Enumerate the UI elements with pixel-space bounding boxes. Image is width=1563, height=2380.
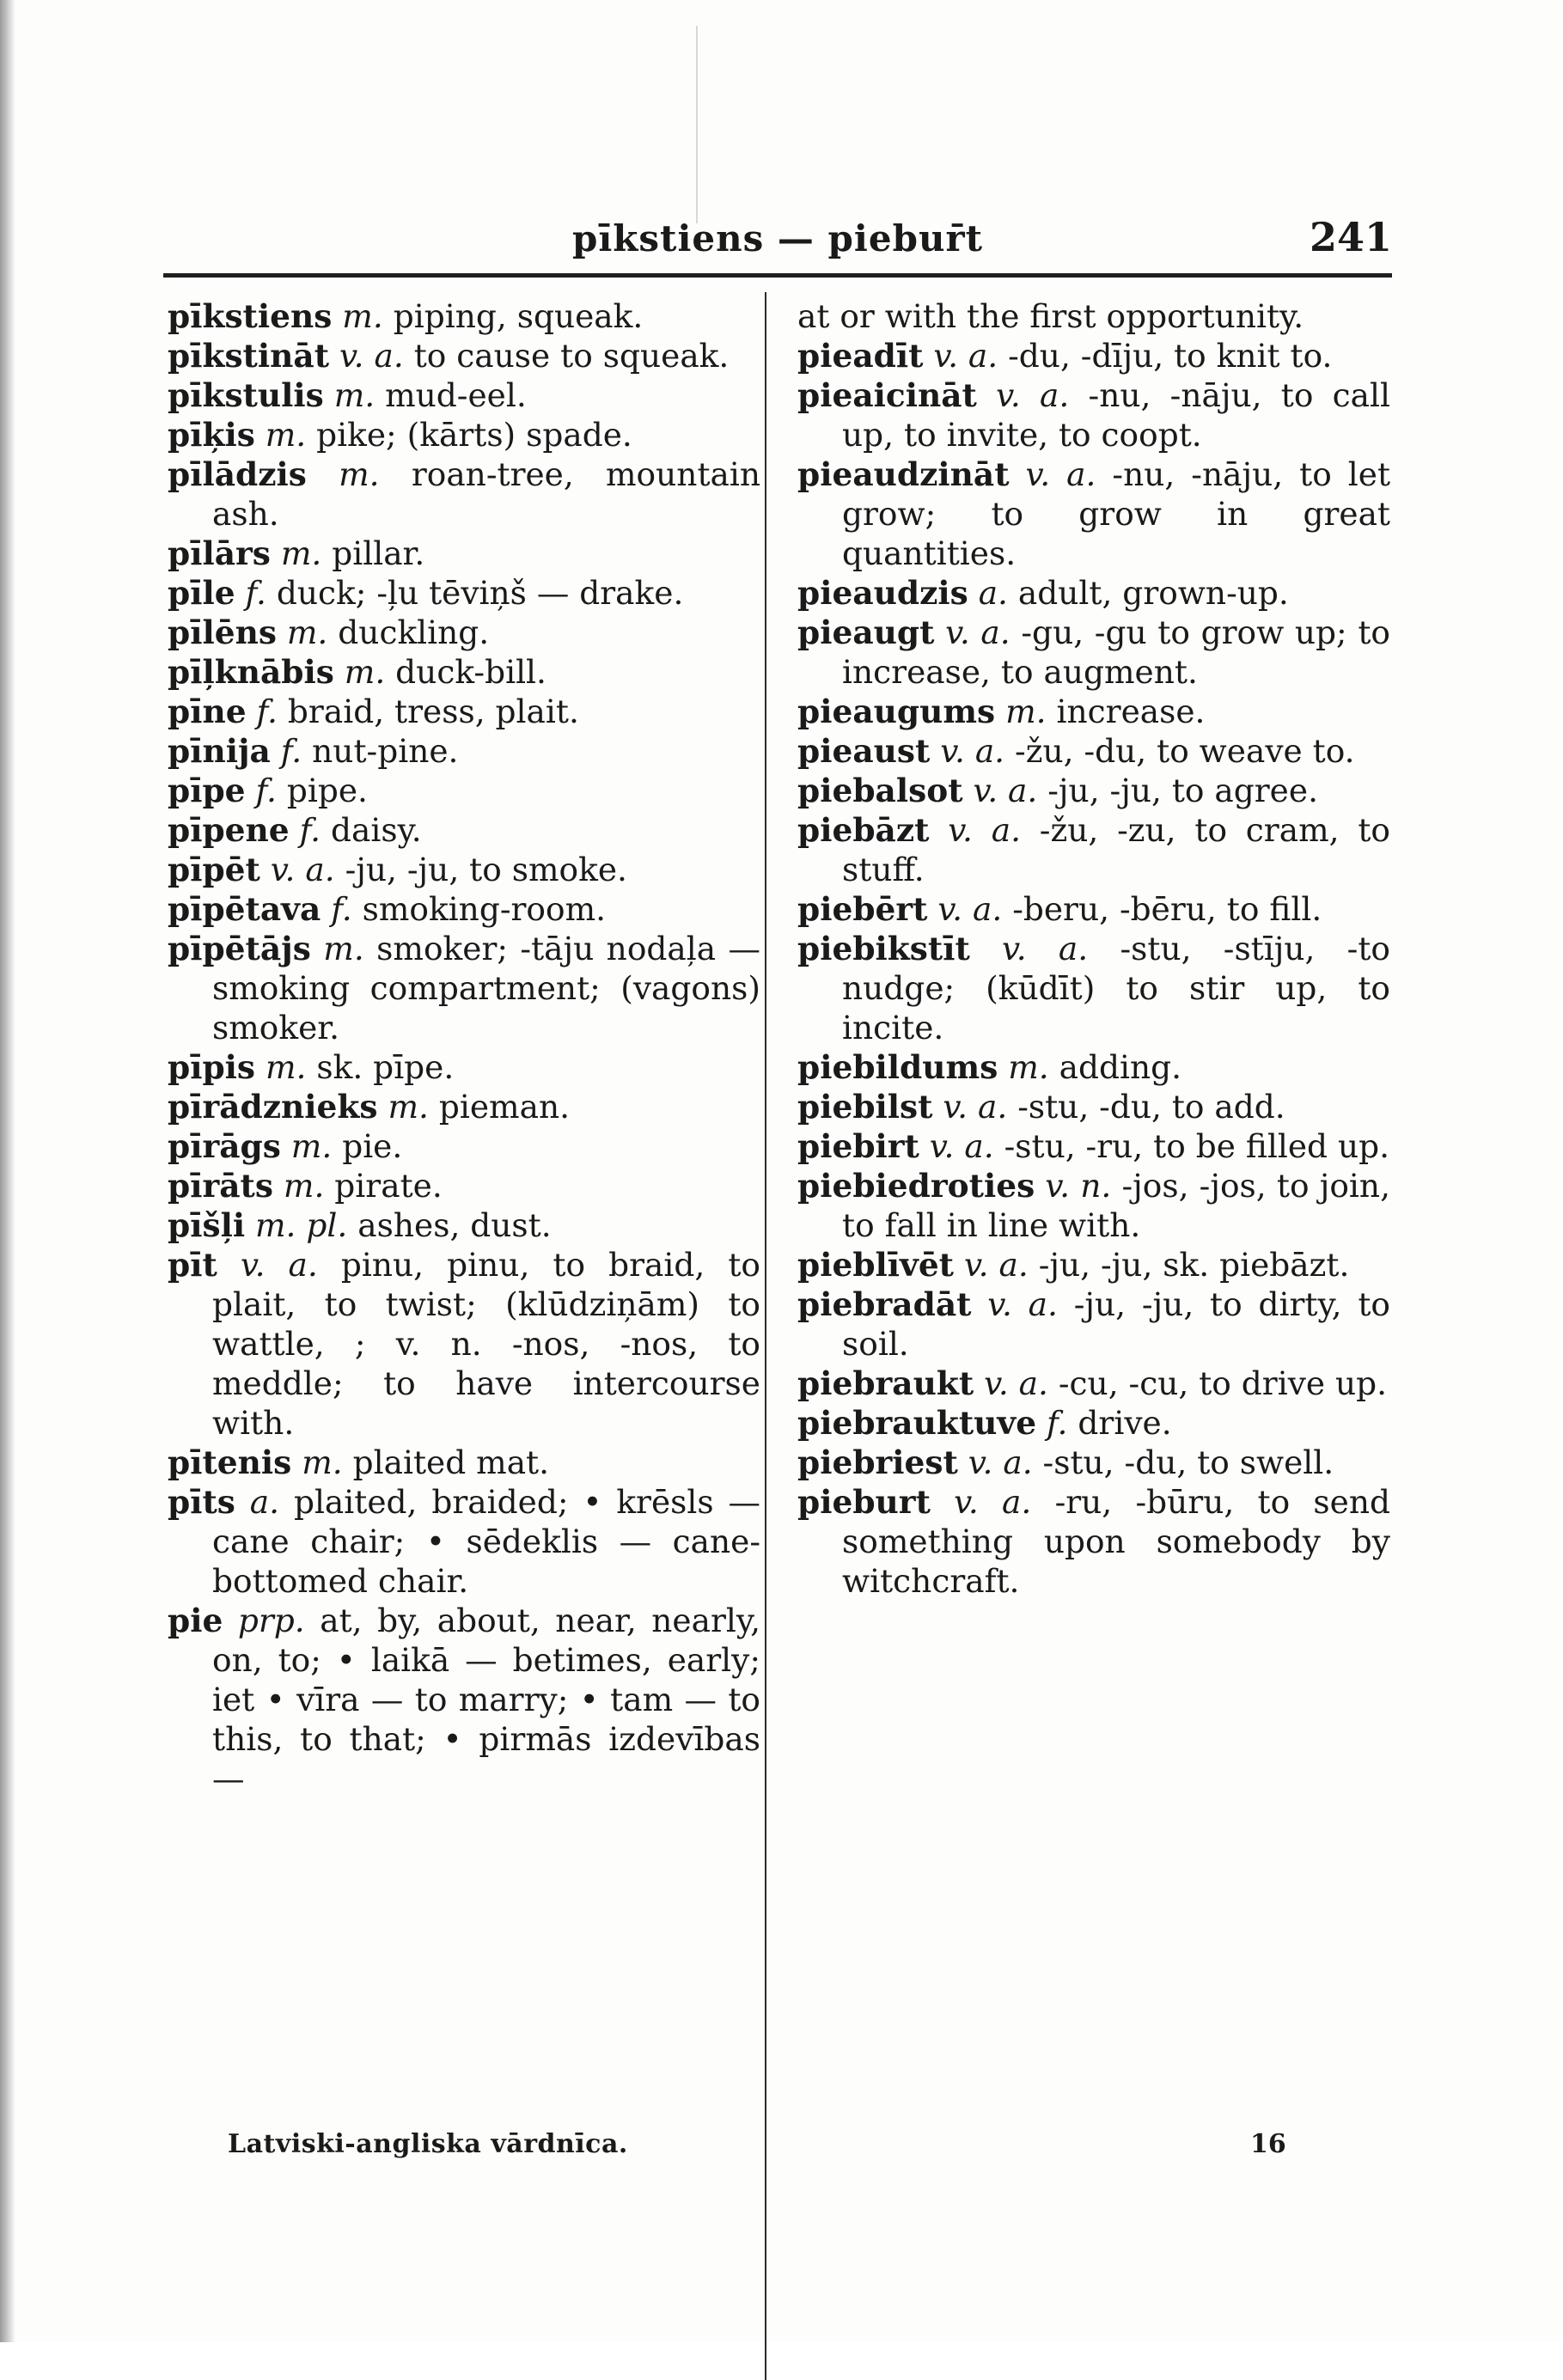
dictionary-entry xyxy=(168,613,760,652)
entry-definition: -beru, -bēru, to fill. xyxy=(1012,890,1322,928)
entry-headword: piebilst xyxy=(797,1088,933,1126)
entry-grammar: m. xyxy=(302,1443,343,1481)
entry-headword: piebrauktuve xyxy=(797,1404,1037,1442)
entry-definition: drive. xyxy=(1078,1404,1172,1442)
entry-grammar: m. xyxy=(342,297,383,335)
entry-headword: pīpētava xyxy=(168,890,321,928)
entry-grammar: f. xyxy=(245,574,266,612)
entry-grammar: m. xyxy=(290,1127,333,1165)
entry-grammar: v. n. xyxy=(1045,1167,1112,1205)
dictionary-entry xyxy=(797,1482,1390,1601)
dictionary-entry xyxy=(797,613,1390,692)
entry-grammar: v. a. xyxy=(963,1246,1029,1284)
entry-definition: sk. pīpe. xyxy=(316,1048,455,1086)
entry-headword: piebiedroties xyxy=(797,1167,1035,1205)
dictionary-entry xyxy=(168,889,760,929)
dictionary-entry xyxy=(168,573,760,613)
entry-grammar: v. a. xyxy=(240,1246,318,1284)
entry-grammar: v. a. xyxy=(937,890,1003,928)
entry-definition: pillar. xyxy=(332,534,425,572)
entry-definition: braid, tress, plait. xyxy=(287,693,579,730)
entry-headword: pieaugt xyxy=(797,613,935,651)
entry-definition: -ju, -ju, to dirty, to soil. xyxy=(842,1285,1390,1363)
dictionary-entry xyxy=(797,1245,1390,1285)
entry-headword: piebikstīt xyxy=(797,930,970,967)
entry-definition: at, by, about, near, nearly, on, to; • laikā — betimes, early; iet • vīra — to marry; • tam — to this, to that; • pirmās izdevības — xyxy=(212,1602,760,1797)
entry-definition: -žu, -zu, to cram, to stuff. xyxy=(842,811,1391,888)
entry-definition: pinu, pinu, to braid, to plait, to twist; (klūdziņām) to wattle, ; v. n. -nos, -nos, to meddle; to have intercourse with. xyxy=(212,1246,760,1442)
entry-grammar: f. xyxy=(255,772,277,809)
dictionary-entry xyxy=(168,1087,760,1126)
entry-definition: -stu, -du, to add. xyxy=(1017,1088,1285,1126)
dictionary-entry xyxy=(168,1443,760,1482)
entry-definition: duckling. xyxy=(338,613,490,651)
entry-headword: pīnija xyxy=(168,732,271,770)
dictionary-entry xyxy=(797,1285,1390,1364)
entry-headword: pīļknābis xyxy=(168,653,334,691)
footer-signature: 16 xyxy=(1250,2129,1286,2159)
dictionary-entry xyxy=(168,1482,760,1601)
entry-headword: pieaugums xyxy=(797,693,996,730)
entry-grammar: v. a. xyxy=(948,811,1021,849)
dictionary-entry xyxy=(168,415,760,455)
dictionary-entry xyxy=(168,296,760,336)
dictionary-entry xyxy=(797,1443,1390,1482)
dictionary-entry xyxy=(168,771,760,810)
entry-grammar: m. xyxy=(333,376,375,414)
entry-headword: pieblīvēt xyxy=(797,1246,955,1284)
dictionary-entry xyxy=(797,771,1390,810)
dictionary-entry xyxy=(168,1166,760,1205)
dictionary-entry xyxy=(168,534,760,573)
entry-grammar: v. a. xyxy=(933,337,998,375)
entry-grammar: prp. xyxy=(237,1602,305,1639)
dictionary-entry xyxy=(168,336,760,375)
entry-definition: daisy. xyxy=(330,811,422,849)
dictionary-entry xyxy=(797,1087,1390,1126)
entry-definition: ashes, dust. xyxy=(357,1206,552,1244)
entry-definition: -stu, -ru, to be filled up. xyxy=(1004,1127,1390,1165)
entry-headword: pīšļi xyxy=(168,1206,246,1244)
entry-grammar: v. a. xyxy=(929,1127,994,1165)
entry-grammar: m. xyxy=(265,1048,307,1086)
entry-definition: piping, squeak. xyxy=(393,297,644,335)
entry-definition: smoker; -tāju nodaļa — smoking compartment; (vagons) smoker. xyxy=(212,930,761,1047)
entry-definition: adult, grown-up. xyxy=(1017,574,1289,612)
entry-definition: -ru, -būru, to send something upon somebody by witchcraft. xyxy=(842,1483,1391,1600)
entry-grammar: v. a. xyxy=(339,337,404,375)
entry-definition: smoking-room. xyxy=(362,890,607,928)
dictionary-entry xyxy=(168,1205,760,1245)
entry-definition: -gu, -gu to grow up; to increase, to augment. xyxy=(842,613,1390,691)
entry-definition: -du, -dīju, to knit to. xyxy=(1008,337,1333,375)
entry-headword: pīpe xyxy=(168,772,246,809)
entry-grammar: m. xyxy=(344,653,386,691)
dictionary-entry xyxy=(168,850,760,889)
entry-headword: pītenis xyxy=(168,1443,292,1481)
dictionary-entry xyxy=(797,1126,1390,1166)
entry-definition: -jos, -jos, to join, to fall in line with. xyxy=(842,1167,1390,1244)
dictionary-entry xyxy=(797,375,1390,455)
entry-definition: pirate. xyxy=(334,1167,443,1205)
entry-grammar: v. a. xyxy=(987,1285,1058,1323)
entry-headword: pīpene xyxy=(168,811,290,849)
entry-definition: -stu, -stīju, -to nudge; (kūdīt) to stir up, to incite. xyxy=(842,930,1391,1047)
entry-definition: duck; -ļu tēviņš — drake. xyxy=(276,574,684,612)
entry-grammar: m. xyxy=(339,455,380,493)
dictionary-entry xyxy=(168,1126,760,1166)
dictionary-entry xyxy=(797,455,1390,573)
dictionary-entry xyxy=(168,652,760,692)
entry-definition: nut-pine. xyxy=(312,732,459,770)
entry-headword: piebraukt xyxy=(797,1364,974,1402)
entry-headword: pīrāts xyxy=(168,1167,273,1205)
header-rule xyxy=(163,273,1392,278)
entry-grammar: m. xyxy=(1005,693,1047,730)
dictionary-entry xyxy=(168,375,760,415)
entry-headword: pīt xyxy=(168,1246,217,1284)
entry-headword: pīkstulis xyxy=(168,376,324,414)
dictionary-entry xyxy=(797,336,1390,375)
dictionary-entry xyxy=(797,1166,1390,1245)
dictionary-entry xyxy=(797,731,1390,771)
entry-definition: -nu, -nāju, to let grow; to grow in great quantities. xyxy=(842,455,1391,572)
entry-grammar: f. xyxy=(299,811,321,849)
entry-headword: pieaudzis xyxy=(797,574,968,612)
entry-definition: -nu, -nāju, to call up, to invite, to coopt. xyxy=(842,376,1391,454)
dictionary-entry xyxy=(797,1047,1390,1087)
entry-headword: pīrāgs xyxy=(168,1127,281,1165)
dictionary-entry xyxy=(797,692,1390,731)
entry-grammar: f. xyxy=(331,890,352,928)
fold-mark xyxy=(696,26,698,223)
entry-headword: pīlēns xyxy=(168,613,277,651)
dictionary-entry xyxy=(797,1364,1390,1403)
entry-definition: plaited mat. xyxy=(352,1443,550,1481)
column-separator xyxy=(765,292,766,2380)
entry-headword: pieaust xyxy=(797,732,931,770)
entry-grammar: v. a. xyxy=(943,1088,1008,1126)
entry-definition: -ju, -ju, to smoke. xyxy=(345,851,627,888)
entry-headword: piebērt xyxy=(797,890,928,928)
entry-definition: -stu, -du, to swell. xyxy=(1042,1443,1334,1481)
entry-definition: -ju, -ju, sk. piebāzt. xyxy=(1038,1246,1350,1284)
dictionary-entry xyxy=(168,455,760,534)
entry-definition: to cause to squeak. xyxy=(413,337,730,375)
dictionary-entry xyxy=(797,810,1390,889)
entry-definition: adding. xyxy=(1059,1048,1182,1086)
entry-headword: pīpēt xyxy=(168,851,260,888)
entry-headword: pīpis xyxy=(168,1048,256,1086)
entry-definition: increase. xyxy=(1056,693,1206,730)
entry-grammar: m. xyxy=(280,534,322,572)
dictionary-entry xyxy=(797,573,1390,613)
entry-grammar: a. xyxy=(249,1483,280,1521)
entry-definition: pipe. xyxy=(286,772,368,809)
entry-grammar: v. a. xyxy=(270,851,335,888)
entry-grammar: v. a. xyxy=(954,1483,1032,1521)
entry-grammar: v. a. xyxy=(984,1364,1048,1402)
dictionary-entry xyxy=(168,1047,760,1087)
entry-headword: piebāzt xyxy=(797,811,930,849)
entry-grammar: v. a. xyxy=(968,1443,1033,1481)
entry-headword: pīlādzis xyxy=(168,455,307,493)
entry-definition: pike; (kārts) spade. xyxy=(316,416,632,454)
page-footer xyxy=(168,2129,1396,2172)
entry-headword: pīkstināt xyxy=(168,337,330,375)
entry-definition: -ju, -ju, to agree. xyxy=(1047,772,1318,809)
entry-headword: piebirt xyxy=(797,1127,919,1165)
entry-headword: pieburt xyxy=(797,1483,931,1521)
entry-headword: pīķis xyxy=(168,416,255,454)
entry-headword: pieaudzināt xyxy=(797,455,1010,493)
dictionary-entry xyxy=(797,889,1390,929)
entry-definition: pie. xyxy=(342,1127,403,1165)
entry-headword: pie xyxy=(168,1602,223,1639)
entry-grammar: m. xyxy=(388,1088,429,1126)
entry-grammar: m. pl. xyxy=(255,1206,348,1244)
entry-definition: plaited, braided; • krēsls — cane chair; • sēdeklis — cane-bottomed chair. xyxy=(212,1483,761,1600)
entry-grammar: m. xyxy=(286,613,328,651)
right-column xyxy=(797,296,1390,1601)
entry-headword: piebradāt xyxy=(797,1285,972,1323)
dictionary-entry xyxy=(168,731,760,771)
entry-definition: roan-tree, mountain ash. xyxy=(212,455,761,533)
entry-grammar: f. xyxy=(256,693,278,730)
entry-grammar: m. xyxy=(265,416,307,454)
page-edge-shadow xyxy=(0,0,15,2342)
entry-grammar: v. a. xyxy=(996,376,1070,414)
entry-headword: pieaicināt xyxy=(797,376,977,414)
running-head: pīkstiens — piebur̄t xyxy=(571,217,984,259)
entry-definition: -cu, -cu, to drive up. xyxy=(1058,1364,1388,1402)
entry-headword: pīne xyxy=(168,693,247,730)
entry-headword: piebriest xyxy=(797,1443,958,1481)
entry-definition: pieman. xyxy=(438,1088,571,1126)
dictionary-entry xyxy=(168,1245,760,1443)
entry-headword: piebildums xyxy=(797,1048,998,1086)
entry-headword: pīpētājs xyxy=(168,930,311,967)
dictionary-entry xyxy=(797,296,1390,336)
dictionary-entry xyxy=(797,1403,1390,1443)
page-header xyxy=(163,211,1392,271)
entry-headword: piebalsot xyxy=(797,772,963,809)
entry-headword: pīts xyxy=(168,1483,235,1521)
entry-definition: -žu, -du, to weave to. xyxy=(1015,732,1355,770)
entry-grammar: v. a. xyxy=(940,732,1005,770)
dictionary-entry xyxy=(168,1601,760,1798)
entry-grammar: m. xyxy=(283,1167,325,1205)
dictionary-entry xyxy=(168,929,760,1047)
dictionary-entry xyxy=(797,929,1390,1047)
entry-grammar: a. xyxy=(978,574,1008,612)
entry-grammar: m. xyxy=(323,930,364,967)
dictionary-entry xyxy=(168,810,760,850)
footer-title: Latviski-angliska vārdnīca. xyxy=(228,2129,628,2159)
entry-grammar: m. xyxy=(1008,1048,1049,1086)
entry-headword: pīlārs xyxy=(168,534,271,572)
entry-grammar: f. xyxy=(280,732,302,770)
entry-grammar: v. a. xyxy=(1025,455,1096,493)
entry-headword: pīle xyxy=(168,574,235,612)
entry-headword: pīkstiens xyxy=(168,297,333,335)
entry-grammar: v. a. xyxy=(973,772,1038,809)
entry-grammar: v. a. xyxy=(1002,930,1089,967)
dictionary-entry xyxy=(168,692,760,731)
entry-headword: pīrādznieks xyxy=(168,1088,378,1126)
entry-definition: at or with the first opportunity. xyxy=(797,297,1304,335)
entry-headword: pieadīt xyxy=(797,337,924,375)
left-column xyxy=(168,296,760,1798)
entry-grammar: f. xyxy=(1047,1404,1068,1442)
entry-definition: mud-eel. xyxy=(385,376,527,414)
entry-grammar: v. a. xyxy=(945,613,1010,651)
entry-definition: duck-bill. xyxy=(395,653,546,691)
page-number: 241 xyxy=(1309,214,1392,260)
